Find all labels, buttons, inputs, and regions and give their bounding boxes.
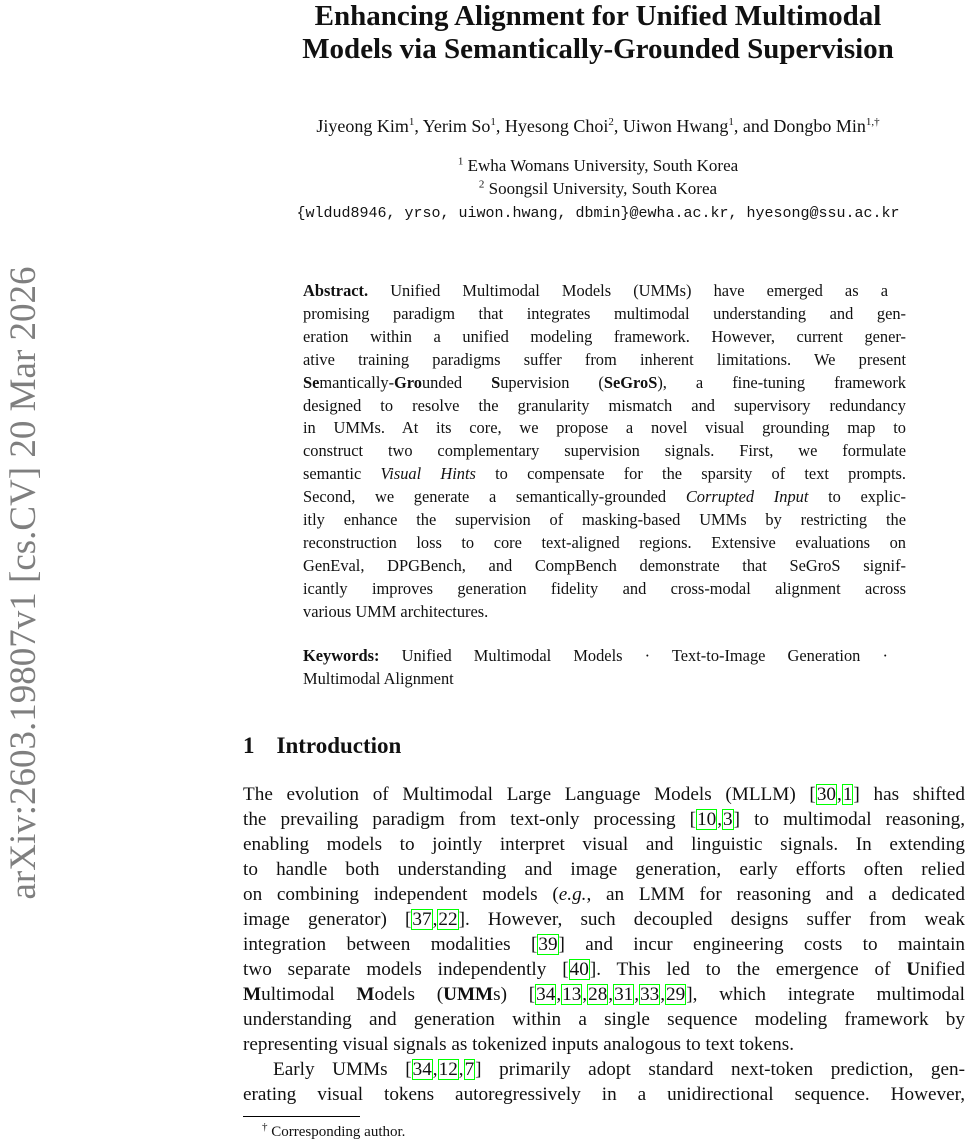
author-affiliation-mark: 2: [608, 116, 614, 128]
text-run: the prevailing paradigm from text-only processing [: [243, 809, 697, 830]
text-run: , an LMM for reasoning and a dedicated: [586, 884, 965, 905]
author-name: Jiyeong Kim: [316, 116, 409, 136]
text-line: [243, 1008, 965, 1031]
section-number: 1: [243, 733, 255, 758]
author-name: Yerim So: [422, 116, 491, 136]
text-run: M: [243, 984, 262, 1005]
text-run: U: [906, 959, 921, 980]
citation-link[interactable]: 28: [588, 984, 608, 1005]
text-run: The evolution of Multimodal Large Language Models (MLLM) [: [243, 784, 816, 805]
text-run: two separate models independently [: [243, 959, 569, 980]
text-line: [303, 487, 906, 507]
text-run: understanding and generation within a single sequence modeling framework by: [243, 1009, 965, 1030]
text-line: [303, 556, 906, 576]
author-affiliation-mark: 1: [408, 116, 415, 128]
text-run: e.g.: [558, 884, 587, 905]
title-line: Enhancing Alignment for Unified Multimodal: [314, 0, 882, 32]
text-line: [243, 958, 965, 981]
text-run: SeGroS: [603, 372, 658, 392]
text-line: [303, 281, 888, 301]
text-run: ] to multimodal reasoning,: [733, 809, 965, 830]
text-run: in UMMs. At its core, we propose a novel visual grounding map to: [303, 418, 906, 438]
author-affiliation-mark: 1: [728, 116, 734, 128]
text-line: [303, 533, 906, 553]
text-line: [303, 510, 906, 530]
text-run: ] has shifted: [853, 784, 965, 805]
text-run: image generator) [: [243, 909, 412, 930]
affiliation-mark: 1: [457, 155, 464, 168]
text-run: ,: [432, 1059, 438, 1080]
text-run: on combining independent models (: [243, 884, 559, 905]
text-line: [243, 1058, 965, 1081]
text-run: ,: [556, 984, 562, 1005]
footnote-rule: [243, 1116, 360, 1117]
citation-link[interactable]: 13: [562, 984, 582, 1005]
text-run: enabling models to jointly interpret visual and linguistic signals. In extending: [243, 834, 965, 855]
text-run: ] and incur engineering costs to maintain: [558, 934, 965, 955]
title-line: Models via Semantically-Grounded Supervision: [302, 33, 894, 65]
footnote-mark: †: [262, 1121, 268, 1133]
text-run: promising paradigm that integrates multimodal understanding and gen-: [303, 303, 906, 323]
text-run: Se: [303, 372, 320, 392]
citation-link[interactable]: 37: [412, 909, 432, 930]
affiliation-2: [230, 179, 966, 199]
citation-link[interactable]: 29: [666, 984, 686, 1005]
footnote-text: Corresponding author.: [271, 1124, 406, 1140]
text-run: odels (: [374, 984, 444, 1005]
text-run: ,: [660, 984, 666, 1005]
author-emails: {wldud8946, yrso, uiwon.hwang, dbmin}@ewha.ac.kr, hyesong@ssu.ac.kr: [296, 205, 900, 222]
text-run: to handle both understanding and image generation, early efforts often relied: [243, 859, 965, 880]
citation-link[interactable]: 1: [842, 784, 853, 805]
text-line: [303, 327, 906, 347]
text-run: construct two complementary supervision signals. First, we formulate: [303, 441, 906, 461]
text-run: ,: [582, 984, 588, 1005]
text-run: Unified Multimodal Models · Text-to-Image Generation ·: [379, 646, 888, 665]
affiliation-1: [230, 156, 966, 176]
text-run: reconstruction loss to core text-aligned regions. Extensive evaluations on: [303, 532, 906, 552]
text-run: UMM: [443, 984, 494, 1005]
text-line: [243, 1033, 794, 1056]
citation-link[interactable]: 30: [816, 784, 837, 805]
text-run: various UMM architectures.: [303, 601, 489, 621]
text-line: [303, 304, 906, 324]
text-run: ,: [608, 984, 614, 1005]
text-run: to compensate for the sparsity of text prompts.: [475, 464, 906, 484]
text-run: Gro: [394, 372, 422, 392]
text-line: [303, 396, 906, 416]
text-run: integration between modalities [: [243, 934, 538, 955]
text-run: ative training paradigms suffer from inherent limitations. We present: [303, 349, 906, 369]
author-affiliation-mark: 1,†: [865, 116, 880, 128]
affiliation-mark: 2: [478, 178, 485, 191]
text-run: Second, we generate a semantically-grounded: [303, 487, 686, 507]
text-line: [243, 833, 965, 856]
paper-title: [230, 0, 966, 66]
text-run: Visual Hints: [380, 464, 476, 484]
text-line: [243, 908, 965, 931]
affiliation-name: Soongsil University, South Korea: [488, 179, 718, 198]
citation-link[interactable]: 3: [723, 809, 733, 830]
text-run: erating visual tokens autoregressively in a unidirectional sequence. However,: [243, 1084, 965, 1105]
arxiv-stamp: arXiv:2603.19807v1 [cs.CV] 20 Mar 2026: [3, 266, 44, 900]
text-run: Multimodal Alignment: [303, 669, 454, 688]
text-run: ,: [432, 909, 438, 930]
text-run: ,: [837, 784, 842, 805]
text-line: [243, 1083, 965, 1106]
text-line: [243, 858, 965, 881]
text-run: ,: [458, 1059, 464, 1080]
author-affiliation-mark: 1: [490, 116, 496, 128]
text-run: Early UMMs [: [273, 1059, 412, 1080]
text-line: [243, 983, 965, 1006]
text-line: [303, 350, 906, 370]
text-run: Corrupted Input: [685, 487, 809, 507]
text-run: unded: [421, 372, 492, 392]
author-name: Uiwon Hwang: [622, 116, 729, 136]
citation-link[interactable]: 31: [614, 984, 634, 1005]
text-run: upervision (: [500, 372, 604, 392]
text-line: [303, 441, 906, 461]
text-line: [303, 602, 488, 622]
author-name: Dongbo Min: [773, 116, 866, 136]
author-list: Jiyeong Kim$^1$, Yerim So$^1$, Hyesong Choi$^2$, Uiwon Hwang$^1$, and Dongbo Min$^{1,\dagger}$: [316, 116, 880, 136]
citation-link[interactable]: 39: [538, 934, 558, 955]
citation-link[interactable]: 10: [697, 809, 717, 830]
text-run: ultimodal: [261, 984, 357, 1005]
text-line: [303, 646, 888, 666]
text-line: [303, 579, 906, 599]
section-title: Introduction: [276, 733, 402, 758]
text-line: [243, 808, 965, 831]
citation-link[interactable]: 34: [412, 1059, 432, 1080]
text-run: icantly improves generation fidelity and cross-modal alignment across: [303, 578, 906, 598]
text-line: [303, 669, 454, 689]
text-run: ,: [634, 984, 640, 1005]
text-line: [303, 464, 906, 484]
text-run: ] primarily adopt standard next-token prediction, gen-: [475, 1059, 965, 1080]
citation-link[interactable]: 33: [640, 984, 660, 1005]
text-run: ]. This led to the emergence of: [589, 959, 907, 980]
affiliation-name: Ewha Womans University, South Korea: [467, 156, 739, 175]
text-run: ], which integrate multimodal: [686, 984, 965, 1005]
text-run: nified: [920, 959, 965, 980]
text-run: representing visual signals as tokenized inputs analogous to text tokens.: [243, 1034, 795, 1055]
text-run: Abstract.: [303, 281, 369, 300]
text-run: GenEval, DPGBench, and CompBench demonstrate that SeGroS signif-: [303, 555, 906, 575]
citation-link[interactable]: 34: [536, 984, 556, 1005]
text-line: [303, 418, 906, 438]
text-run: Unified Multimodal Models (UMMs) have emerged as a: [368, 281, 888, 300]
section-heading: [243, 733, 401, 759]
text-run: s) [: [493, 984, 536, 1005]
text-line: [243, 783, 965, 806]
text-run: M: [356, 984, 375, 1005]
author-name: Hyesong Choi: [504, 116, 609, 136]
text-run: ), a fine-tuning framework: [657, 372, 906, 392]
citation-link[interactable]: 22: [438, 909, 458, 930]
text-run: ,: [717, 809, 723, 830]
text-line: [243, 883, 965, 906]
citation-link[interactable]: 12: [438, 1059, 458, 1080]
text-run: S: [491, 372, 501, 392]
text-run: Keywords:: [303, 646, 380, 665]
citation-link[interactable]: 7: [464, 1059, 475, 1080]
citation-link[interactable]: 40: [569, 959, 589, 980]
footnote: [262, 1121, 406, 1141]
text-run: eration within a unified modeling framework. However, current gener-: [303, 326, 906, 346]
text-run: to explic-: [808, 487, 906, 507]
text-line: [303, 373, 906, 393]
text-run: semantic: [303, 464, 381, 484]
text-run: ]. However, such decoupled designs suffer from weak: [458, 909, 965, 930]
text-run: itly enhance the supervision of masking-based UMMs by restricting the: [303, 510, 906, 529]
text-run: designed to resolve the granularity mismatch and supervisory redundancy: [303, 395, 906, 415]
text-line: [243, 933, 965, 956]
text-run: mantically-: [319, 372, 395, 392]
